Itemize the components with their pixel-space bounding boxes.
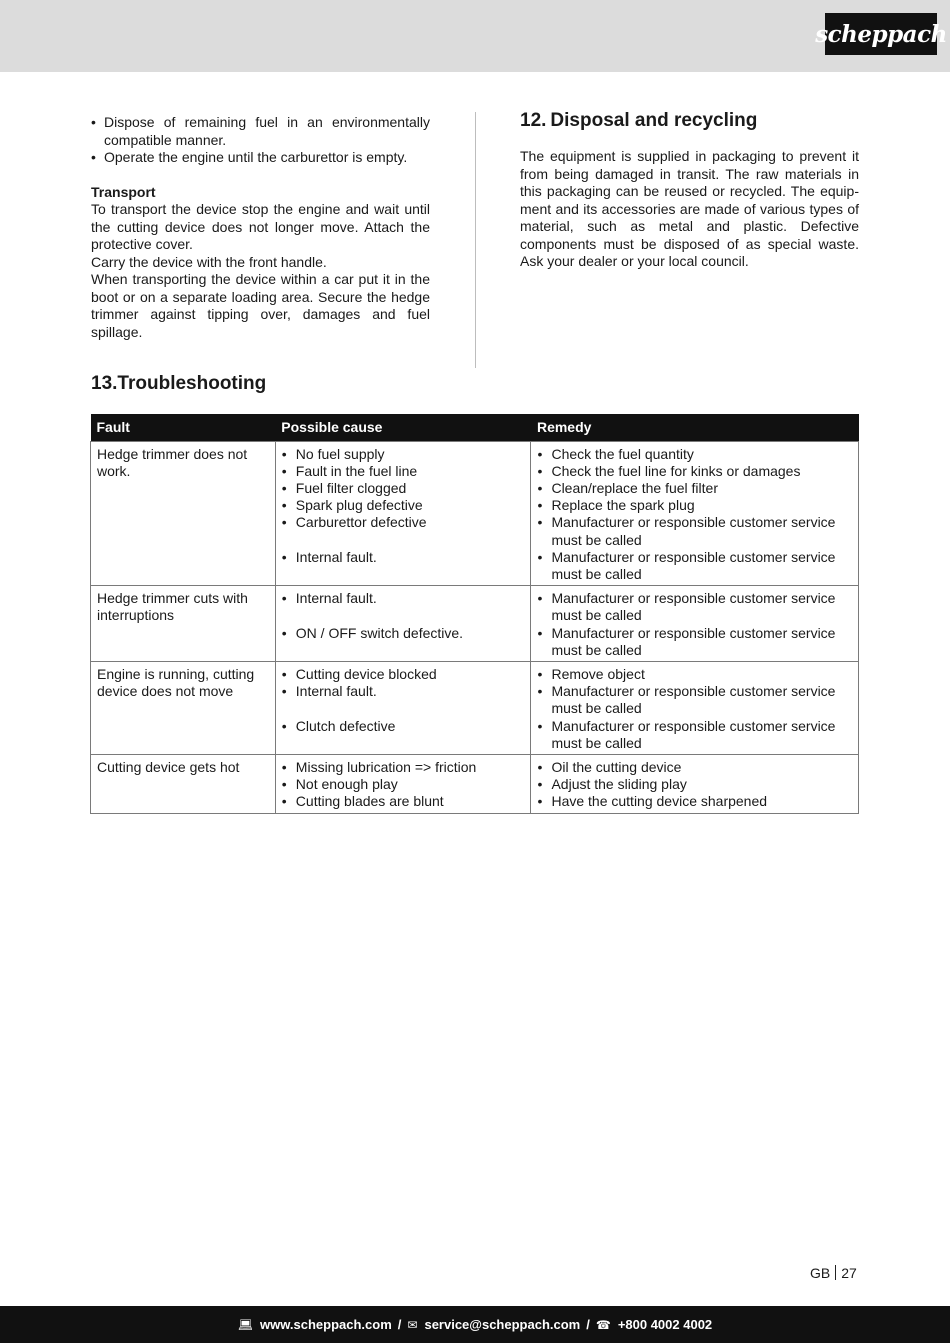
list-item: • Have the cutting device sharpened: [537, 793, 852, 810]
list-item: • Internal fault.: [282, 683, 525, 700]
list-item: • Internal fault.: [282, 549, 525, 566]
column-header-fault: Fault: [91, 414, 276, 441]
remedy-cell: [531, 586, 859, 662]
list-item: • Cutting device blocked: [282, 666, 525, 683]
list-item: • Clean/replace the fuel filter: [537, 480, 852, 497]
page-number-divider: [835, 1265, 836, 1280]
fault-cell: Hedge trimmer does not work.: [91, 441, 276, 586]
list-item: • Carburettor defective: [282, 514, 525, 531]
column-header-cause: Possible cause: [275, 414, 531, 441]
right-column: [520, 109, 859, 271]
section-title-text: Disposal and recycling: [550, 110, 758, 131]
fault-cell: Hedge trimmer cuts with interruptions: [91, 586, 276, 662]
table-row: [91, 754, 859, 813]
transport-paragraph: When transporting the device within a car put it in the boot or on a separate loading area. Secure the hedge trimmer against tipping over, damages and fuel spillage.: [91, 271, 430, 340]
table-row: [91, 661, 859, 754]
laptop-icon: 💻︎: [237, 1317, 254, 1332]
transport-paragraph: To transport the device stop the engine and wait until the cutting device does not longer move. Attach the protective cover.: [91, 201, 430, 252]
fault-cell: Engine is running, cutting device does not move: [91, 661, 276, 754]
email-link[interactable]: service@scheppach.com: [424, 1317, 581, 1332]
disposal-fuel-list: [91, 114, 430, 167]
phone-link[interactable]: +800 4002 4002: [617, 1317, 713, 1332]
list-item: • Cutting blades are blunt: [282, 793, 525, 810]
list-item: • Check the fuel line for kinks or damages: [537, 463, 852, 480]
transport-paragraph: Carry the device with the front handle.: [91, 253, 327, 270]
list-item: • Adjust the sliding play: [537, 776, 852, 793]
transport-heading: Transport: [91, 183, 156, 200]
remedy-cell: [531, 661, 859, 754]
list-item: • Fuel filter clogged: [282, 480, 525, 497]
table-row: [91, 586, 859, 662]
cause-cell: [275, 441, 531, 586]
column-header-remedy: Remedy: [531, 414, 859, 441]
page-language: GB: [810, 1265, 831, 1281]
list-item: • Not enough play: [282, 776, 525, 793]
column-divider: [475, 112, 476, 368]
cause-cell: [275, 586, 531, 662]
footer-separator: /: [397, 1317, 402, 1332]
disposal-paragraph: The equipment is supplied in packaging to prevent it from being damaged in transit. The raw materials in this packaging can be reused or recycled. The equipment and its accessories are made of various types of material, such as metal and plastic. Defective components must be disposed of as special waste. Ask your dealer or your local council.: [520, 148, 859, 269]
header-band: [0, 0, 950, 72]
list-item: • Replace the spark plug: [537, 497, 852, 514]
section-number: 12.: [520, 110, 547, 131]
list-item: • ON / OFF switch defective.: [282, 625, 525, 642]
table-header-row: [91, 414, 859, 441]
footer-separator: /: [586, 1317, 590, 1332]
list-item: • Manufacturer or responsible customer service must be called: [537, 683, 852, 717]
list-item: • Manufacturer or responsible customer service must be called: [537, 625, 852, 659]
disposal-section-title: [520, 109, 859, 133]
page-number-value: 27: [841, 1265, 857, 1281]
list-item: • Internal fault.: [282, 590, 525, 607]
troubleshooting-section-title: [91, 372, 266, 396]
list-item: • Manufacturer or responsible customer service must be called: [537, 590, 852, 624]
list-item: • Dispose of remaining fuel in an environmentally compatible manner.: [91, 114, 430, 149]
list-item: • Operate the engine until the carburettor is empty.: [91, 149, 430, 167]
table-row: [91, 441, 859, 586]
fault-cell: Cutting device gets hot: [91, 754, 276, 813]
section-number: 13.: [91, 373, 118, 394]
list-item: • Manufacturer or responsible customer service must be called: [537, 549, 852, 583]
brand-logo: scheppach: [825, 13, 937, 55]
section-title-text: Troubleshooting: [117, 373, 267, 394]
list-item: • Manufacturer or responsible customer service must be called: [537, 514, 852, 548]
list-item: • Clutch defective: [282, 718, 525, 735]
list-item: • No fuel supply: [282, 446, 525, 463]
left-column: [91, 114, 430, 341]
cause-cell: [275, 754, 531, 813]
footer-bar: [0, 1306, 950, 1343]
mail-icon: ✉︎: [407, 1317, 418, 1332]
list-item: • Oil the cutting device: [537, 759, 852, 776]
list-item: • Remove object: [537, 666, 852, 683]
website-link[interactable]: www.scheppach.com: [260, 1317, 392, 1332]
remedy-cell: [531, 441, 859, 586]
list-item: • Manufacturer or responsible customer service must be called: [537, 718, 852, 752]
list-item: • Spark plug defective: [282, 497, 525, 514]
page-number: [810, 1264, 857, 1282]
troubleshooting-table: [90, 414, 859, 814]
remedy-cell: [531, 754, 859, 813]
list-item: • Check the fuel quantity: [537, 446, 852, 463]
list-item: • Missing lubrication => friction: [282, 759, 525, 776]
cause-cell: [275, 661, 531, 754]
phone-icon: ☎︎: [595, 1317, 611, 1332]
list-item: • Fault in the fuel line: [282, 463, 525, 480]
